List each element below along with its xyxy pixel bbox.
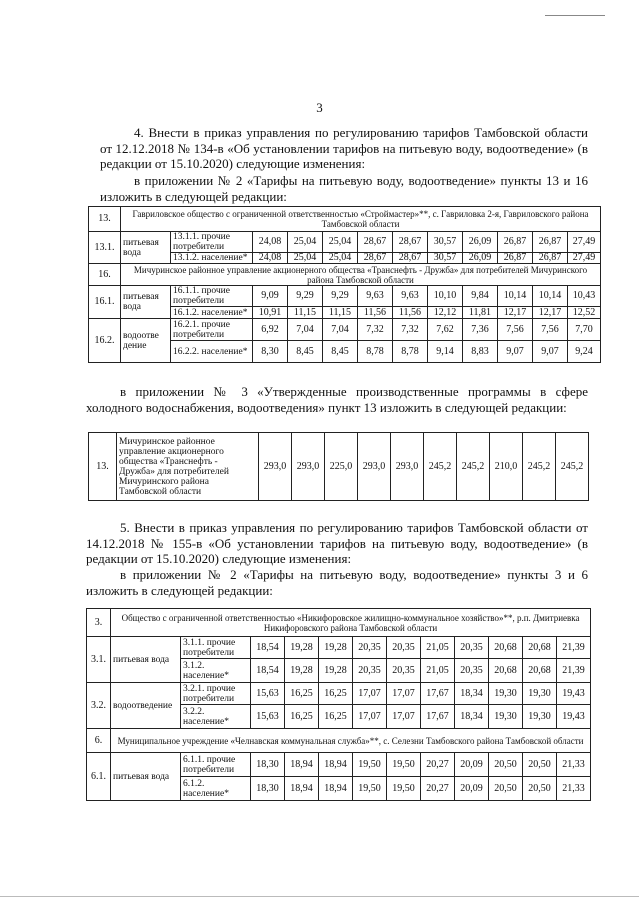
tariff-value: 15,63: [251, 705, 285, 729]
tariff-value: 17,07: [387, 705, 421, 729]
tariff-value: 20,50: [489, 777, 523, 801]
tariff-value: 7,56: [533, 319, 568, 341]
tariff-value: 20,35: [387, 659, 421, 683]
tariff-value: 26,09: [463, 232, 498, 253]
consumer-category: 16.1.2. население*: [171, 307, 253, 319]
tariff-value: 10,10: [428, 286, 463, 307]
program-value: 293,0: [292, 433, 325, 501]
tariff-value: 20,50: [523, 777, 557, 801]
tariff-value: 7,62: [428, 319, 463, 341]
tariff-value: 11,15: [323, 307, 358, 319]
item-number: 3.2.: [87, 683, 111, 729]
tariff-value: 12,17: [498, 307, 533, 319]
tariff-value: 27,49: [568, 232, 601, 253]
tariff-value: 10,14: [498, 286, 533, 307]
tariff-value: 16,25: [285, 683, 319, 705]
tariff-value: 20,68: [523, 659, 557, 683]
tariff-value: 9,07: [498, 341, 533, 363]
item-number: 16.: [89, 264, 121, 286]
service-type: питьевая вода: [121, 232, 171, 264]
table-row: [87, 637, 591, 659]
consumer-category: 3.1.1. прочие потребители: [181, 637, 251, 659]
program-value: 210,0: [490, 433, 523, 501]
table-row: [89, 286, 601, 307]
tariff-value: 17,07: [353, 683, 387, 705]
tariff-table-section4: [88, 206, 601, 363]
org-heading: Общество с ограниченной ответственностью «Никифоровское жилищно-коммунальное хозяйство»**, р.п. Дмитриевка Никифоровского района Тамбовской области: [111, 609, 591, 637]
tariff-value: 20,27: [421, 777, 455, 801]
tariff-value: 28,67: [358, 253, 393, 264]
consumer-category: 6.1.2. население*: [181, 777, 251, 801]
tariff-value: 27,49: [568, 253, 601, 264]
tariff-value: 9,09: [253, 286, 288, 307]
tariff-value: 18,54: [251, 637, 285, 659]
tariff-value: 25,04: [323, 232, 358, 253]
table-row: [89, 319, 601, 341]
tariff-value: 18,30: [251, 753, 285, 777]
tariff-value: 19,50: [387, 753, 421, 777]
tariff-value: 24,08: [253, 253, 288, 264]
table-row: [87, 753, 591, 777]
tariff-value: 25,04: [288, 253, 323, 264]
consumer-category: 3.2.1. прочие потребители: [181, 683, 251, 705]
tariff-value: 9,63: [358, 286, 393, 307]
section4-intro: 4. Внести в приказ управления по регулированию тарифов Тамбовской области от 12.12.2018 № 134-в «Об установлении тарифов на питьевую воду, водоотведение» (в редакции от 15.10.2020) следующие изменения:: [100, 125, 588, 171]
table-row: [89, 207, 601, 232]
service-type: питьевая вода: [111, 753, 181, 801]
tariff-value: 19,50: [353, 777, 387, 801]
tariff-value: 21,39: [557, 637, 591, 659]
tariff-value: 20,27: [421, 753, 455, 777]
section5-appendix2-line: в приложении № 2 «Тарифы на питьевую воду, водоотведение» пункты 3 и 6 изложить в следующей редакции:: [86, 567, 588, 598]
program-value: 245,2: [556, 433, 589, 501]
tariff-value: 20,35: [455, 659, 489, 683]
program-value: 293,0: [259, 433, 292, 501]
org-name: Мичуринское районное управление акционерного общества «Транснефть - Дружба» для потребителей Мичуринского района Тамбовской области: [117, 433, 259, 501]
tariff-value: 21,33: [557, 777, 591, 801]
tariff-value: 21,05: [421, 637, 455, 659]
tariff-value: 9,07: [533, 341, 568, 363]
tariff-value: 10,91: [253, 307, 288, 319]
program-value: 225,0: [325, 433, 358, 501]
tariff-value: 20,68: [489, 637, 523, 659]
tariff-value: 20,68: [523, 637, 557, 659]
item-number: 3.1.: [87, 637, 111, 683]
tariff-value: 19,50: [387, 777, 421, 801]
table-row: [87, 683, 591, 705]
section5-intro: 5. Внести в приказ управления по регулированию тарифов Тамбовской области от 14.12.2018 № 155-в «Об установлении тарифов на питьевую воду, водоотведение» (в редакции от 15.10.2020) следующие изменения:: [86, 520, 588, 566]
tariff-value: 20,50: [489, 753, 523, 777]
tariff-value: 18,30: [251, 777, 285, 801]
tariff-value: 26,87: [533, 232, 568, 253]
tariff-value: 9,29: [288, 286, 323, 307]
tariff-value: 18,34: [455, 705, 489, 729]
item-number: 16.2.: [89, 319, 121, 363]
item-number: 13.1.: [89, 232, 121, 264]
production-program-table: [88, 432, 589, 501]
tariff-value: 19,28: [285, 659, 319, 683]
tariff-value: 25,04: [323, 253, 358, 264]
tariff-value: 20,35: [455, 637, 489, 659]
tariff-value: 26,09: [463, 253, 498, 264]
tariff-value: 18,94: [285, 777, 319, 801]
tariff-value: 30,57: [428, 232, 463, 253]
tariff-value: 8,30: [253, 341, 288, 363]
table-row: [89, 232, 601, 253]
tariff-value: 7,32: [358, 319, 393, 341]
tariff-value: 16,25: [319, 683, 353, 705]
tariff-value: 19,28: [285, 637, 319, 659]
tariff-value: 28,67: [393, 253, 428, 264]
tariff-value: 12,17: [533, 307, 568, 319]
service-type: питьевая вода: [111, 637, 181, 683]
consumer-category: 13.1.1. прочие потребители: [171, 232, 253, 253]
tariff-value: 20,68: [489, 659, 523, 683]
tariff-value: 16,25: [285, 705, 319, 729]
tariff-value: 17,07: [387, 683, 421, 705]
consumer-category: 6.1.1. прочие потребители: [181, 753, 251, 777]
tariff-value: 19,28: [319, 659, 353, 683]
tariff-value: 18,34: [455, 683, 489, 705]
tariff-value: 18,94: [319, 777, 353, 801]
tariff-value: 7,04: [323, 319, 358, 341]
tariff-value: 8,78: [358, 341, 393, 363]
tariff-value: 7,32: [393, 319, 428, 341]
program-value: 245,2: [424, 433, 457, 501]
tariff-value: 8,45: [288, 341, 323, 363]
section4-appendix2-line: в приложении № 2 «Тарифы на питьевую воду, водоотведение» пункты 13 и 16 изложить в следующей редакции:: [100, 173, 588, 204]
org-heading: Муниципальное учреждение «Челнавская коммунальная служба»**, с. Селезни Тамбовского района Тамбовской области: [111, 729, 591, 753]
tariff-table-section5: [86, 608, 591, 801]
tariff-value: 26,87: [498, 253, 533, 264]
consumer-category: 3.2.2. население*: [181, 705, 251, 729]
service-type: водоотве дение: [121, 319, 171, 363]
page-number: 3: [316, 100, 323, 115]
tariff-value: 24,08: [253, 232, 288, 253]
table-row: [87, 609, 591, 637]
tariff-value: 19,30: [523, 683, 557, 705]
table-row: [89, 433, 589, 501]
tariff-value: 20,50: [523, 753, 557, 777]
tariff-value: 21,33: [557, 753, 591, 777]
tariff-value: 19,30: [489, 683, 523, 705]
program-value: 293,0: [391, 433, 424, 501]
tariff-value: 20,35: [353, 659, 387, 683]
tariff-value: 25,04: [288, 232, 323, 253]
item-number: 13.: [89, 433, 117, 501]
consumer-category: 3.1.2. население*: [181, 659, 251, 683]
tariff-value: 11,81: [463, 307, 498, 319]
tariff-value: 17,07: [353, 705, 387, 729]
consumer-category: 16.2.1. прочие потребители: [171, 319, 253, 341]
consumer-category: 16.2.2. население*: [171, 341, 253, 363]
tariff-value: 28,67: [393, 232, 428, 253]
org-heading: Гавриловское общество с ограниченной ответственностью «Строймастер»**, с. Гавриловка 2-я, Гавриловского района Тамбовской области: [121, 207, 601, 232]
tariff-value: 16,25: [319, 705, 353, 729]
tariff-value: 10,43: [568, 286, 601, 307]
tariff-value: 21,05: [421, 659, 455, 683]
tariff-value: 9,29: [323, 286, 358, 307]
tariff-value: 11,56: [393, 307, 428, 319]
tariff-value: 8,83: [463, 341, 498, 363]
scan-artifact-top-line: [545, 15, 605, 16]
table-row: [87, 729, 591, 753]
item-number: 13.: [89, 207, 121, 232]
tariff-value: 17,67: [421, 705, 455, 729]
tariff-value: 12,52: [568, 307, 601, 319]
service-type: питьевая вода: [121, 286, 171, 319]
tariff-value: 9,63: [393, 286, 428, 307]
table-row: [89, 264, 601, 286]
consumer-category: 13.1.2. население*: [171, 253, 253, 264]
program-value: 245,2: [523, 433, 556, 501]
tariff-value: 19,43: [557, 683, 591, 705]
tariff-value: 20,09: [455, 753, 489, 777]
scan-artifact-bottom-line: [0, 896, 639, 897]
tariff-value: 20,35: [387, 637, 421, 659]
tariff-value: 28,67: [358, 232, 393, 253]
section4-appendix3-line: в приложении № 3 «Утвержденные производственные программы в сфере холодного водоснабжения, водоотведения» пункт 13 изложить в следующей редакции:: [86, 384, 588, 415]
tariff-value: 11,56: [358, 307, 393, 319]
tariff-value: 11,15: [288, 307, 323, 319]
tariff-value: 19,43: [557, 705, 591, 729]
tariff-value: 7,04: [288, 319, 323, 341]
tariff-value: 8,45: [323, 341, 358, 363]
tariff-value: 8,78: [393, 341, 428, 363]
tariff-value: 26,87: [498, 232, 533, 253]
item-number: 16.1.: [89, 286, 121, 319]
tariff-value: 20,35: [353, 637, 387, 659]
tariff-value: 19,50: [353, 753, 387, 777]
tariff-value: 18,94: [285, 753, 319, 777]
tariff-value: 19,30: [523, 705, 557, 729]
tariff-value: 12,12: [428, 307, 463, 319]
tariff-value: 30,57: [428, 253, 463, 264]
org-heading: Мичуринское районное управление акционерного общества «Транснефть - Дружба» для потребителей Мичуринского района Тамбовской области: [121, 264, 601, 286]
tariff-value: 18,54: [251, 659, 285, 683]
item-number: 6.: [87, 729, 111, 753]
tariff-value: 9,24: [568, 341, 601, 363]
tariff-value: 9,84: [463, 286, 498, 307]
item-number: 6.1.: [87, 753, 111, 801]
tariff-value: 6,92: [253, 319, 288, 341]
service-type: водоотведение: [111, 683, 181, 729]
tariff-value: 17,67: [421, 683, 455, 705]
tariff-value: 19,30: [489, 705, 523, 729]
tariff-value: 19,28: [319, 637, 353, 659]
program-value: 245,2: [457, 433, 490, 501]
tariff-value: 7,36: [463, 319, 498, 341]
tariff-value: 26,87: [533, 253, 568, 264]
item-number: 3.: [87, 609, 111, 637]
tariff-value: 7,70: [568, 319, 601, 341]
consumer-category: 16.1.1. прочие потребители: [171, 286, 253, 307]
tariff-value: 9,14: [428, 341, 463, 363]
tariff-value: 10,14: [533, 286, 568, 307]
tariff-value: 18,94: [319, 753, 353, 777]
tariff-value: 7,56: [498, 319, 533, 341]
tariff-value: 15,63: [251, 683, 285, 705]
program-value: 293,0: [358, 433, 391, 501]
tariff-value: 21,39: [557, 659, 591, 683]
tariff-value: 20,09: [455, 777, 489, 801]
